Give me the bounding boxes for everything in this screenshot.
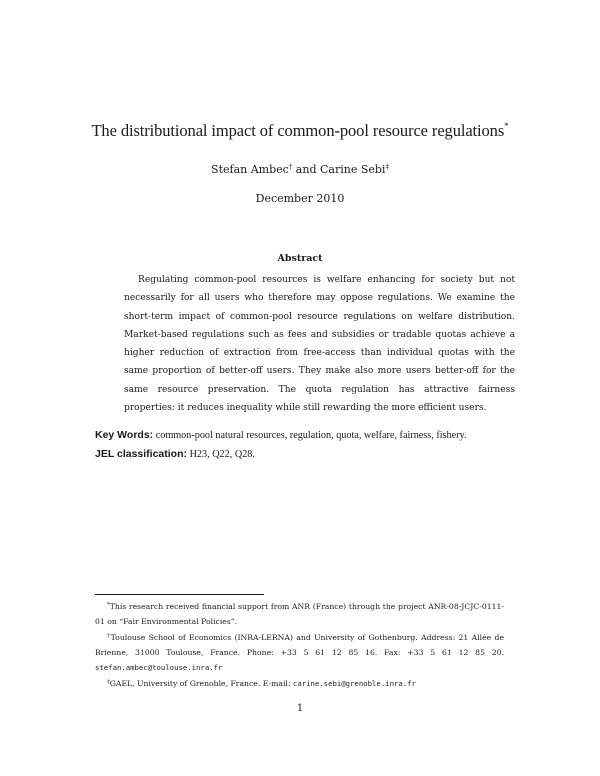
email-link[interactable]: stefan.ambec@toulouse.inra.fr [95, 663, 223, 672]
footnote-ambec [95, 629, 504, 675]
footnotes [95, 598, 504, 691]
footnote-text: This research received financial support from ANR (France) through the project ANR-08-JCJC-0111-01 on “Fair Environmental Policies”. [95, 602, 504, 626]
author-ambec-mark: † [288, 163, 293, 171]
author-sebi: Carine Sebi [320, 163, 386, 176]
publication-date: December 2010 [255, 192, 345, 205]
author-ambec: Stefan Ambec [211, 163, 289, 176]
footnote-mark: * [107, 602, 110, 608]
abstract-body: Regulating common-pool resources is welfare enhancing for society but not necessarily for all users who therefore may oppose regulations. We examine the short-term impact of common-pool resource regulations on welfare distribution. Market-based regulations such as fees and subsidies or tradable quotas achieve a higher reduction of extraction from free-access than individual quotas with the same proportion of better-off users. They make also more users better-off for the same resource preservation. The quota regulation has attractive fairness properties: it reduces inequality while still rewarding the more efficient users. [124, 275, 515, 414]
footnote-text: Toulouse School of Economics (INRA-LERNA) and University of Gothenburg. Address: 21 Allée de Brienne, 31000 Toulouse, France. Phone: +33 5 61 12 85 16. Fax: +33 5 61 12 85 20. [95, 633, 505, 657]
footnote-sebi [95, 675, 504, 691]
title-footnote-mark: * [504, 121, 509, 131]
keywords-value: common-pool natural resources, regulation, quota, welfare, fairness, fishery. [153, 430, 467, 441]
footnote-mark: ‡ [107, 679, 110, 685]
keywords-line [95, 426, 535, 445]
abstract-heading: Abstract [277, 253, 323, 264]
footnote-text: GAEL, University of Grenoble, France. E-mail: [109, 679, 293, 688]
keywords-block [95, 426, 535, 464]
author-sebi-mark: ‡ [385, 163, 389, 171]
paper-title [0, 121, 600, 141]
keywords-label: Key Words: [95, 429, 154, 441]
footnote-mark: † [107, 633, 111, 639]
jel-label: JEL classification: [95, 448, 188, 460]
footnote-funding [95, 598, 504, 629]
title-text: The distributional impact of common-pool resource regulations [91, 121, 505, 140]
email-link[interactable]: carine.sebi@grenoble.inra.fr [292, 679, 416, 688]
jel-line [95, 445, 535, 464]
author-line [0, 163, 600, 176]
footnote-rule [95, 594, 264, 595]
author-connector: and [292, 163, 320, 176]
jel-value: H23, Q22, Q28. [187, 449, 255, 460]
page-number: 1 [296, 703, 304, 714]
